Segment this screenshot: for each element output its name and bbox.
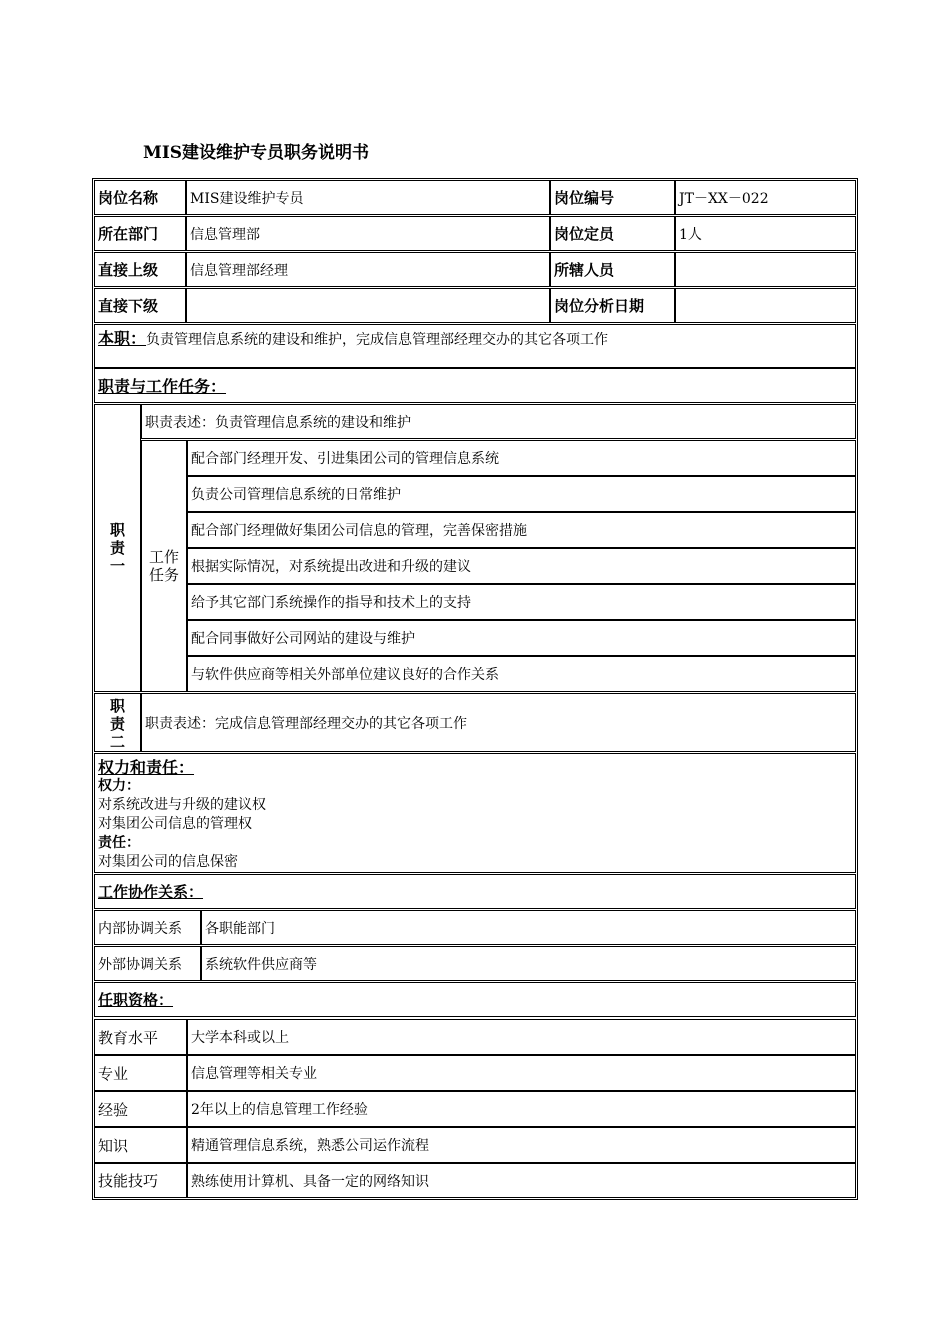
duty-two-char: 责 xyxy=(109,715,125,733)
external-coordination-value: 系统软件供应商等 xyxy=(201,946,856,981)
duties-header: 职责与工作任务： xyxy=(94,368,856,403)
qualification-value: 大学本科或以上 xyxy=(187,1019,856,1055)
internal-coordination-value: 各职能部门 xyxy=(201,910,856,945)
qualification-label: 知识 xyxy=(94,1127,187,1163)
task-label-line: 工作 xyxy=(148,548,179,566)
main-duty-label: 本职： xyxy=(98,329,147,348)
position-name-value: MIS建设维护专员 xyxy=(186,180,550,215)
qualification-value: 熟练使用计算机、具备一定的网络知识 xyxy=(187,1163,856,1198)
position-name-label: 岗位名称 xyxy=(94,180,186,215)
internal-coordination-label: 内部协调关系 xyxy=(94,910,201,945)
qualification-label: 技能技巧 xyxy=(94,1163,187,1198)
authority-header: 权力和责任： xyxy=(98,758,195,777)
department-value: 信息管理部 xyxy=(186,216,550,251)
qualification-value: 精通管理信息系统，熟悉公司运作流程 xyxy=(187,1127,856,1163)
qualification-value: 信息管理等相关专业 xyxy=(187,1055,856,1091)
task-label-line: 任务 xyxy=(148,566,179,584)
power-item: 对系统改进与升级的建议权 xyxy=(98,797,266,813)
duty-one-label xyxy=(94,404,141,692)
headcount-label: 岗位定员 xyxy=(550,216,675,251)
duty-one-char: 职 xyxy=(109,521,125,539)
task-item: 配合部门经理开发、引进集团公司的管理信息系统 xyxy=(187,440,856,476)
qualification-value: 2年以上的信息管理工作经验 xyxy=(187,1091,856,1127)
main-duty-section xyxy=(94,324,856,368)
cooperation-header: 工作协作关系： xyxy=(94,874,856,909)
analysis-date-value xyxy=(675,288,856,323)
qualification-label: 教育水平 xyxy=(94,1019,187,1055)
authority-section xyxy=(94,753,856,873)
duty-one-char: 责 xyxy=(109,539,125,557)
headcount-value: 1人 xyxy=(675,216,856,251)
task-label xyxy=(141,440,187,692)
power-label: 权力： xyxy=(98,778,140,794)
duty-two-label xyxy=(94,693,141,752)
superior-label: 直接上级 xyxy=(94,252,186,287)
task-item: 配合同事做好公司网站的建设与维护 xyxy=(187,620,856,656)
position-code-value: JT－XX－022 xyxy=(675,180,856,215)
staff-value xyxy=(675,252,856,287)
qualification-label: 经验 xyxy=(94,1091,187,1127)
page-title: MIS建设维护专员职务说明书 xyxy=(143,143,370,163)
subordinate-value xyxy=(186,288,550,323)
duty-one-description: 职责表述：负责管理信息系统的建设和维护 xyxy=(141,404,856,439)
duty-two-char: 职 xyxy=(109,697,125,715)
superior-value: 信息管理部经理 xyxy=(186,252,550,287)
qualification-header: 任职资格： xyxy=(94,982,856,1017)
duty-two-description: 职责表述：完成信息管理部经理交办的其它各项工作 xyxy=(141,693,856,752)
responsibility-label: 责任： xyxy=(98,835,140,851)
duty-two-char: 二 xyxy=(109,733,125,751)
subordinate-label: 直接下级 xyxy=(94,288,186,323)
staff-label: 所辖人员 xyxy=(550,252,675,287)
task-item: 给予其它部门系统操作的指导和技术上的支持 xyxy=(187,584,856,620)
responsibility-item: 对集团公司的信息保密 xyxy=(98,854,238,870)
task-item: 配合部门经理做好集团公司信息的管理，完善保密措施 xyxy=(187,512,856,548)
power-item: 对集团公司信息的管理权 xyxy=(98,816,252,832)
main-duty-text: 负责管理信息系统的建设和维护，完成信息管理部经理交办的其它各项工作 xyxy=(146,332,609,348)
task-item: 根据实际情况，对系统提出改进和升级的建议 xyxy=(187,548,856,584)
position-code-label: 岗位编号 xyxy=(550,180,675,215)
department-label: 所在部门 xyxy=(94,216,186,251)
task-item: 与软件供应商等相关外部单位建议良好的合作关系 xyxy=(187,656,856,692)
external-coordination-label: 外部协调关系 xyxy=(94,946,201,981)
analysis-date-label: 岗位分析日期 xyxy=(550,288,675,323)
duty-one-char: 一 xyxy=(109,557,125,575)
task-item: 负责公司管理信息系统的日常维护 xyxy=(187,476,856,512)
qualification-label: 专业 xyxy=(94,1055,187,1091)
